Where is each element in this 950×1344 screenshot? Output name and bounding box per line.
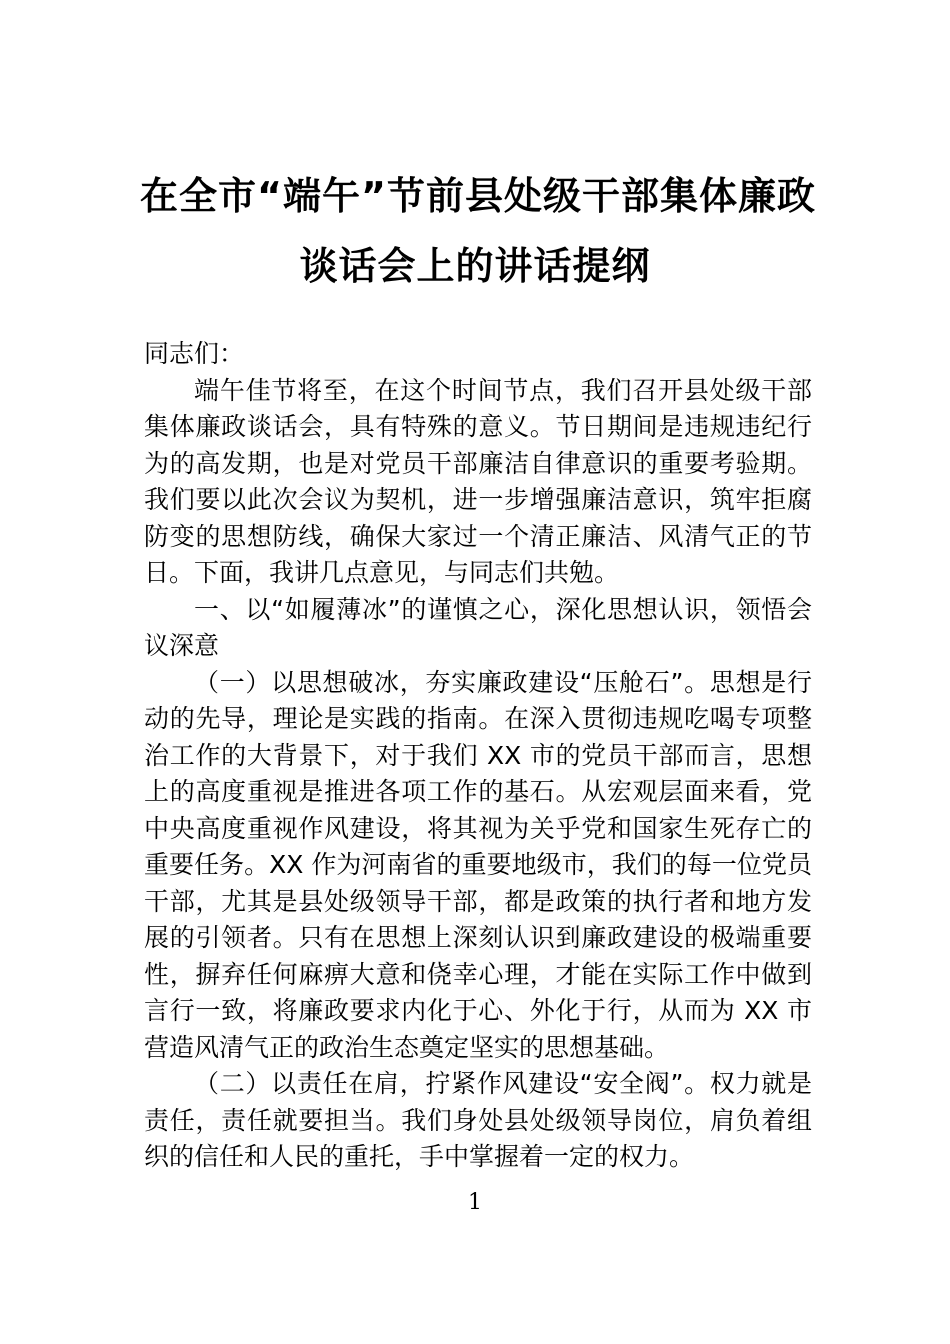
document-title-line-1: 在全市“端午”节前县处级干部集体廉政: [140, 174, 816, 218]
paragraph-intro: 端午佳节将至，在这个时间节点，我们召开县处级干部集体廉政谈话会，具有特殊的意义。节日期间是违规违纪行为的高发期，也是对党员干部廉洁自律意识的重要考验期。我们要以此次会议为契机，进一步增强廉洁意识，筑牢拒腐防变的思想防线，确保大家过一个清正廉洁、风清气正的节日。下面，我讲几点意见，与同志们共勉。: [144, 375, 812, 587]
document-title-line-2: 谈话会上的讲话提纲: [299, 244, 651, 288]
salutation: 同志们：: [144, 339, 245, 368]
document-body: [144, 336, 812, 1176]
paragraph-subsection-2: （二）以责任在肩，拧紧作风建设“安全阀”。权力就是责任，责任就要担当。我们身处县处级领导岗位，肩负着组织的信任和人民的重托，手中掌握着一定的权力。: [144, 1069, 812, 1171]
page-number: 1: [468, 1190, 482, 1215]
section-heading-1: 一、以“如履薄冰”的谨慎之心，深化思想认识，领悟会议深意: [144, 594, 812, 660]
paragraph-subsection-1: （一）以思想破冰，夯实廉政建设“压舱石”。思想是行动的先导，理论是实践的指南。在深入贯彻违规吃喝专项整治工作的大背景下，对于我们 XX 市的党员干部而言，思想上的高度重视是推进各项工作的基石。从宏观层面来看，党中央高度重视作风建设，将其视为关乎党和国家生死存亡的重要任务。XX 作为河南省的重要地级市，我们的每一位党员干部，尤其是县处级领导干部，都是政策的执行者和地方发展的引领者。只有在思想上深刻认识到廉政建设的极端重要性，摒弃任何麻痹大意和侥幸心理，才能在实际工作中做到言行一致，将廉政要求内化于心、外化于行，从而为 XX 市营造风清气正的政治生态奠定坚实的思想基础。: [144, 667, 812, 1062]
